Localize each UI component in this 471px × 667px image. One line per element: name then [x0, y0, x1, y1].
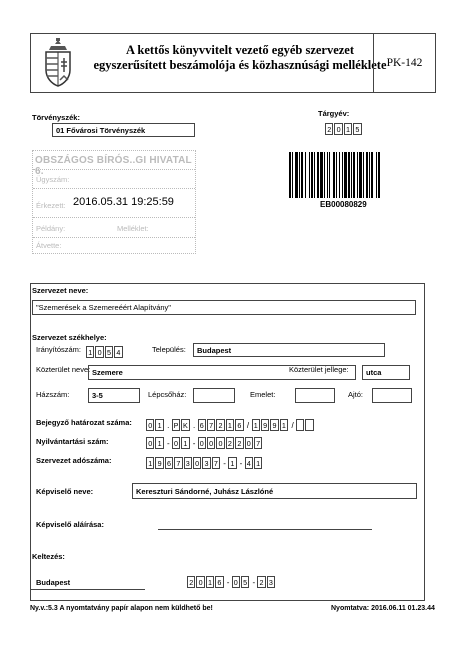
char-box[interactable]: 6 — [198, 419, 206, 431]
title-line-2: egyszerűsített beszámolója és közhasznúsági melléklete — [93, 58, 387, 72]
char-box[interactable]: 2 — [257, 576, 265, 588]
separator: - — [166, 438, 170, 448]
stamp-erkezett-label: Érkezett: — [36, 201, 66, 210]
stair-field[interactable] — [193, 388, 235, 403]
char-box[interactable]: 0 — [216, 437, 224, 449]
street-label: Közterület neve: — [36, 365, 91, 374]
floor-field[interactable] — [295, 388, 335, 403]
separator: . — [192, 420, 196, 430]
city-field[interactable]: Budapest — [193, 343, 385, 357]
separator: - — [239, 458, 243, 468]
char-box[interactable]: 0 — [245, 437, 253, 449]
org-seat-label: Szervezet székhelye: — [32, 333, 107, 342]
char-box[interactable]: 9 — [155, 457, 163, 469]
footer-printed: Nyomtatva: 2016.06.11 01.23.44 — [331, 605, 435, 612]
rep-label: Képviselő neve: — [36, 487, 94, 496]
stair-label: Lépcsőház: — [148, 390, 187, 399]
sign-label: Képviselő aláírása: — [36, 520, 104, 529]
char-box[interactable]: 2 — [325, 123, 333, 135]
char-box[interactable]: K — [182, 420, 188, 430]
char-box[interactable]: 1 — [344, 123, 352, 135]
year-label: Tárgyév: — [318, 109, 350, 118]
court-label: Törvényszék: — [32, 113, 80, 122]
office-stamp — [32, 150, 196, 254]
char-box[interactable]: 5 — [353, 123, 361, 135]
char-box[interactable]: 0 — [146, 437, 154, 449]
char-box[interactable]: 5 — [105, 346, 113, 358]
char-box[interactable]: 0 — [172, 437, 180, 449]
street-field[interactable]: Szemere — [88, 365, 356, 380]
tax-boxes[interactable] — [146, 457, 263, 469]
zip-label: Irányítószám: — [36, 345, 82, 354]
char-box[interactable]: 1 — [280, 419, 288, 431]
char-box[interactable]: 1 — [206, 576, 214, 588]
char-box[interactable]: 4 — [114, 346, 122, 358]
place-line — [30, 589, 145, 590]
char-box[interactable]: 1 — [155, 437, 163, 449]
stamp-atvette-label: Átvette: — [36, 241, 62, 250]
year-boxes[interactable] — [325, 123, 363, 135]
house-field[interactable]: 3-5 — [88, 388, 140, 403]
char-box[interactable]: P — [173, 420, 179, 430]
char-box[interactable]: 6 — [215, 576, 223, 588]
footer-note: Ny.v.:5.3 A nyomtatvány papír alapon nem küldhető be! — [30, 605, 213, 612]
stamp-erkezett-value: 2016.05.31 19:25:59 — [73, 196, 174, 208]
char-box[interactable]: 1 — [181, 437, 189, 449]
char-box[interactable]: 3 — [184, 457, 192, 469]
stamp-peldany-label: Példány: — [36, 224, 66, 233]
char-box[interactable]: 3 — [267, 576, 275, 588]
rep-field[interactable]: Kereszturi Sándorné, Juhász Lászlóné — [132, 483, 417, 499]
separator: / — [246, 420, 250, 430]
char-box[interactable]: 0 — [95, 346, 103, 358]
char-box[interactable]: 7 — [207, 419, 215, 431]
door-label: Ajtó: — [348, 390, 364, 399]
barcode-number: EB00080829 — [320, 200, 367, 209]
char-box[interactable]: 2 — [235, 437, 243, 449]
char-box[interactable]: 0 — [232, 576, 240, 588]
char-box[interactable]: 0 — [193, 457, 201, 469]
city-label: Település: — [152, 345, 186, 354]
char-box[interactable]: 1 — [226, 419, 234, 431]
char-box[interactable]: 1 — [86, 346, 94, 358]
org-name-label: Szervezet neve: — [32, 286, 89, 295]
form-header — [30, 33, 436, 93]
court-field[interactable]: 01 Fővárosi Törvényszék — [52, 123, 195, 137]
org-name-field[interactable]: "Szemerések a Szemereéért Alapítvány" — [32, 300, 416, 315]
separator: . — [167, 420, 170, 430]
tax-label: Szervezet adószáma: — [36, 456, 112, 465]
street-type-field[interactable]: utca — [362, 365, 410, 380]
zip-boxes[interactable] — [86, 346, 124, 358]
char-box[interactable]: 1 — [228, 457, 236, 469]
char-box[interactable]: 7 — [212, 457, 220, 469]
separator: - — [226, 577, 230, 587]
nyilv-label: Nyilvántartási szám: — [36, 437, 109, 446]
char-box[interactable]: 7 — [174, 457, 182, 469]
char-box[interactable]: 5 — [241, 576, 249, 588]
date-label: Keltezés: — [32, 552, 65, 561]
char-box[interactable]: 1 — [146, 457, 154, 469]
barcode-image — [289, 152, 411, 198]
char-box[interactable]: 6 — [235, 419, 243, 431]
house-label: Házszám: — [36, 390, 70, 399]
char-box[interactable]: 2 — [226, 437, 234, 449]
door-field[interactable] — [372, 388, 412, 403]
street-type-label: Közterület jellege: — [289, 365, 349, 374]
date-boxes[interactable] — [187, 576, 276, 588]
coat-of-arms-icon — [37, 38, 79, 88]
char-box[interactable]: 1 — [155, 419, 163, 431]
char-box[interactable]: 9 — [270, 419, 278, 431]
nyilv-boxes[interactable] — [146, 437, 263, 449]
char-box[interactable]: 1 — [254, 457, 262, 469]
form-title — [83, 43, 397, 73]
char-box[interactable]: 3 — [202, 457, 210, 469]
reg-label: Bejegyző határozat száma: — [36, 418, 132, 427]
title-line-1: A kettős könyvvitelt vezető egyéb szervezet — [125, 43, 355, 57]
char-box[interactable]: 2 — [187, 576, 195, 588]
char-box[interactable]: 2 — [216, 419, 224, 431]
char-box[interactable]: 1 — [252, 419, 260, 431]
stamp-office: OBSZÁGOS BÍRÓS..GI HIVATAL 6. — [35, 155, 192, 177]
char-box[interactable]: 4 — [245, 457, 253, 469]
date-place: Budapest — [36, 578, 71, 587]
char-box[interactable]: 0 — [207, 437, 215, 449]
separator: - — [223, 458, 226, 468]
char-box[interactable] — [305, 419, 313, 431]
char-box[interactable]: 0 — [196, 576, 204, 588]
char-box[interactable]: 7 — [254, 437, 262, 449]
floor-label: Emelet: — [250, 390, 276, 399]
char-box[interactable]: 0 — [334, 123, 342, 135]
signature-line[interactable] — [158, 529, 372, 530]
separator: - — [252, 577, 256, 587]
char-box[interactable]: 0 — [198, 437, 206, 449]
char-box[interactable] — [296, 419, 304, 431]
form-code: PK-142 — [373, 34, 435, 92]
separator: / — [291, 420, 294, 430]
char-box[interactable]: 6 — [165, 457, 173, 469]
reg-boxes[interactable] — [146, 419, 315, 431]
separator: - — [192, 438, 196, 448]
char-box[interactable]: 0 — [146, 419, 154, 431]
char-box[interactable]: 9 — [261, 419, 269, 431]
stamp-ugyszam-label: Ügyszám: — [36, 175, 70, 184]
stamp-melleklet-label: Melléklet: — [117, 224, 149, 233]
